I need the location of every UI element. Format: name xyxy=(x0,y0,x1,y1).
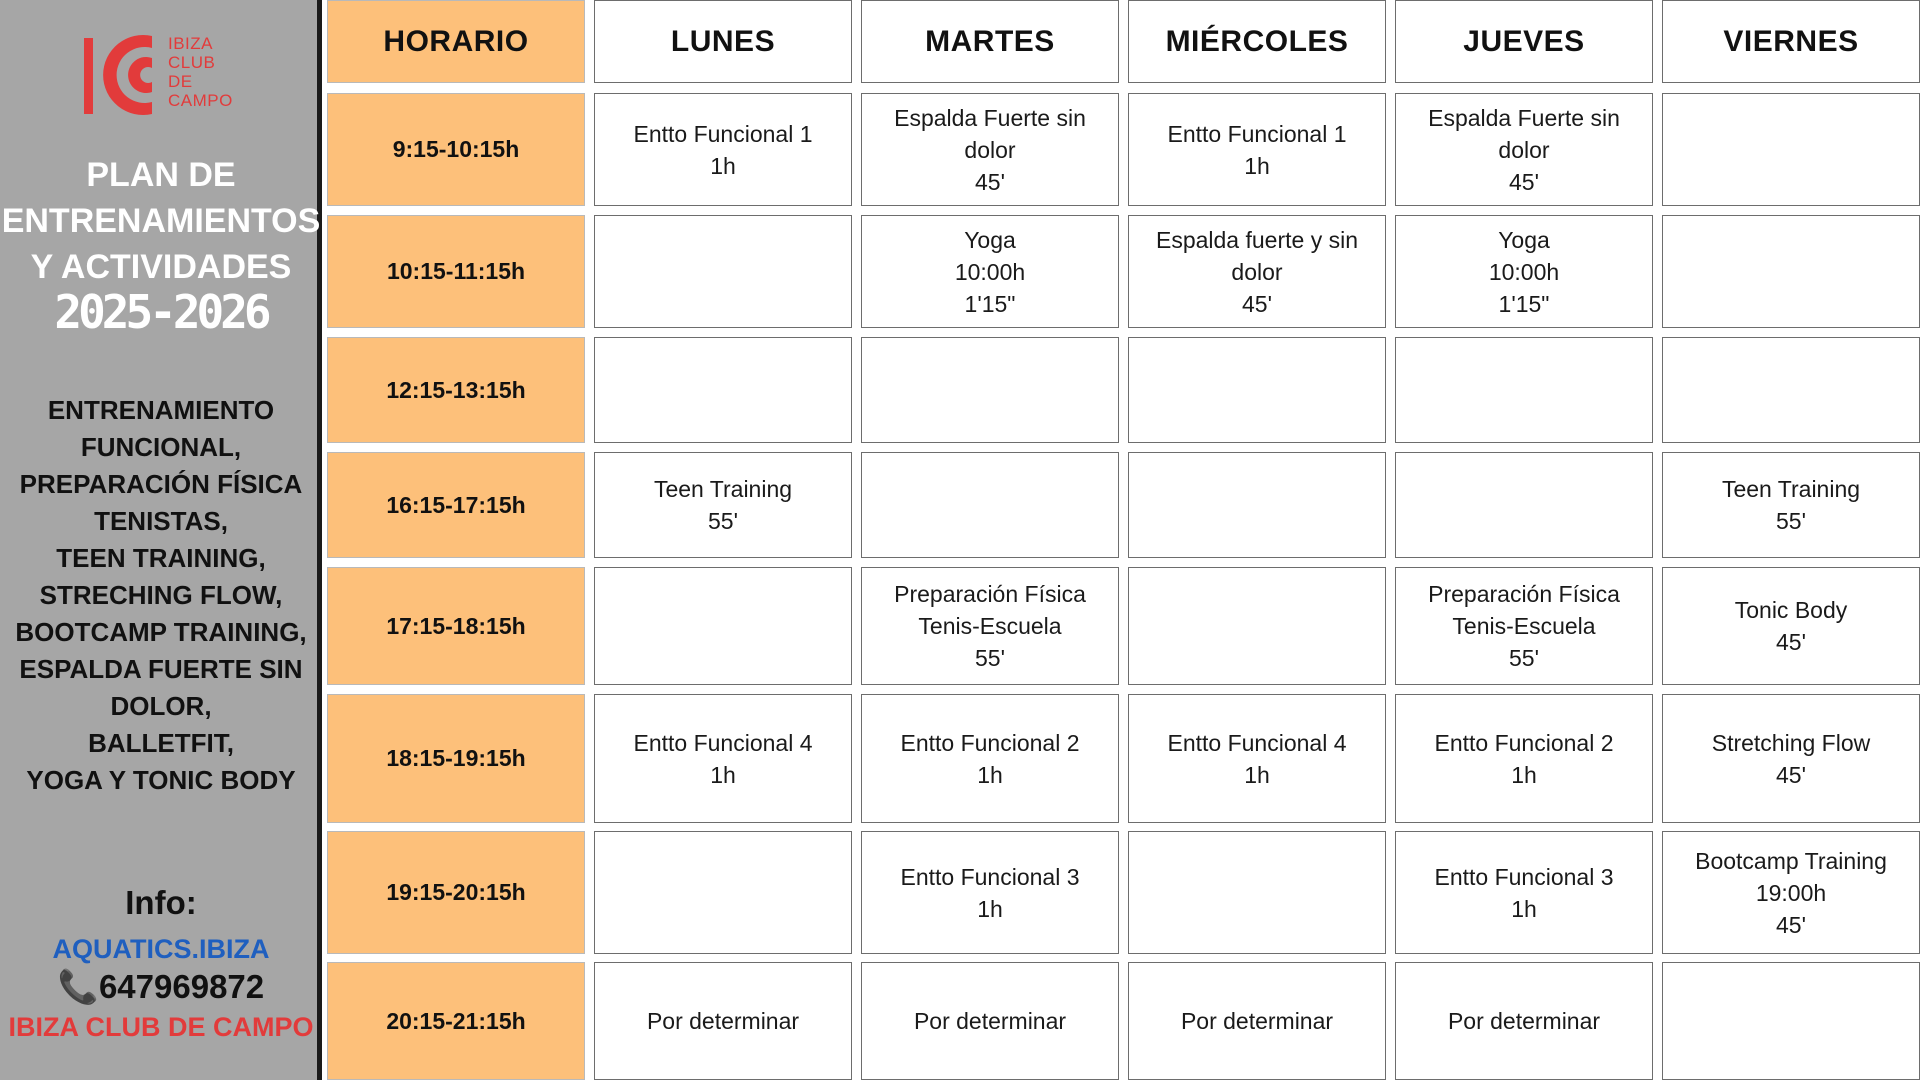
activity-line: 55' xyxy=(1776,508,1806,534)
activity-line: Yoga xyxy=(964,226,1016,253)
logo-line: DE xyxy=(168,72,193,91)
sidebar xyxy=(0,0,322,1080)
activity-line: 10:00h xyxy=(954,258,1026,285)
activity-line: Espalda Fuerte sin xyxy=(894,104,1086,131)
time-slot xyxy=(327,962,585,1080)
info-club-name: IBIZA CLUB DE CAMPO xyxy=(8,1012,314,1042)
activity-line: 45' xyxy=(1776,761,1806,788)
activity-line: 45' xyxy=(1242,290,1272,317)
activity-cell xyxy=(1128,93,1386,206)
activity-line: 1h xyxy=(1511,761,1537,788)
activity-cell xyxy=(1395,831,1653,954)
empty-cell xyxy=(1662,93,1920,206)
activity-line: Espalda fuerte y sin xyxy=(1155,226,1358,253)
activity-line: 1h xyxy=(710,761,736,788)
time-slot xyxy=(327,93,585,206)
activities-line: YOGA Y TONIC BODY xyxy=(26,765,296,795)
activity-cell xyxy=(594,962,852,1080)
header-label: JUEVES xyxy=(1463,24,1585,58)
activity-line: Teen Training xyxy=(653,476,793,502)
empty-cell xyxy=(594,567,852,685)
logo-line: CAMPO xyxy=(168,91,233,110)
header-label: VIERNES xyxy=(1723,24,1859,58)
activity-line: 55' xyxy=(1509,645,1539,671)
time-slot-label: 18:15-19:15h xyxy=(386,745,526,771)
time-slot xyxy=(327,452,585,558)
header-label: HORARIO xyxy=(383,24,529,58)
club-logo xyxy=(82,32,252,122)
empty-cell xyxy=(861,452,1119,558)
header-label: MIÉRCOLES xyxy=(1165,24,1349,58)
header-day xyxy=(594,0,852,83)
activity-line: Espalda Fuerte sin xyxy=(1428,104,1620,131)
activity-cell xyxy=(861,567,1119,685)
plan-title xyxy=(0,152,322,290)
header-day xyxy=(1395,0,1653,83)
empty-cell xyxy=(594,831,852,954)
activities-line: ENTRENAMIENTO xyxy=(47,395,275,425)
activity-line: Por determinar xyxy=(1447,1008,1601,1034)
activity-line: Preparación Física xyxy=(894,581,1086,607)
activity-line: 45' xyxy=(975,168,1005,195)
activity-line: Entto Funcional 4 xyxy=(1167,729,1347,756)
activity-line: Yoga xyxy=(1498,226,1550,253)
activity-line: 1'15" xyxy=(1498,290,1550,317)
activity-cell xyxy=(1395,567,1653,685)
empty-cell xyxy=(1128,831,1386,954)
empty-cell xyxy=(1128,567,1386,685)
activity-cell xyxy=(1128,215,1386,328)
activity-line: 55' xyxy=(975,645,1005,671)
activity-line: Por determinar xyxy=(913,1008,1067,1034)
activity-line: Preparación Física xyxy=(1428,581,1620,607)
activity-cell xyxy=(861,215,1119,328)
time-slot xyxy=(327,215,585,328)
activity-line: dolor xyxy=(1231,258,1283,285)
activities-line: TENISTAS, xyxy=(94,506,228,536)
activity-cell xyxy=(1128,962,1386,1080)
activity-cell xyxy=(594,694,852,823)
empty-cell xyxy=(1128,337,1386,443)
empty-cell xyxy=(1662,215,1920,328)
activity-cell xyxy=(1395,93,1653,206)
time-slot-label: 17:15-18:15h xyxy=(386,612,526,639)
activity-line: 1h xyxy=(1244,761,1270,788)
activity-line: Entto Funcional 4 xyxy=(633,729,813,756)
activity-line: Por determinar xyxy=(646,1008,800,1034)
activity-line: Entto Funcional 1 xyxy=(633,120,813,147)
empty-cell xyxy=(861,337,1119,443)
activities-line: STRECHING FLOW, xyxy=(39,580,283,610)
activity-cell xyxy=(861,93,1119,206)
activity-cell xyxy=(861,962,1119,1080)
activity-line: Entto Funcional 2 xyxy=(1434,729,1614,756)
activity-cell xyxy=(594,452,852,558)
activity-line: 1'15" xyxy=(964,290,1016,317)
activity-line: 45' xyxy=(1776,629,1806,655)
activity-cell xyxy=(1662,831,1920,954)
header-label: MARTES xyxy=(925,24,1055,58)
activities-line: BOOTCAMP TRAINING, xyxy=(15,617,307,647)
empty-cell xyxy=(594,215,852,328)
time-slot-label: 16:15-17:15h xyxy=(386,491,526,518)
time-slot-label: 12:15-13:15h xyxy=(386,376,526,403)
activity-line: Por determinar xyxy=(1180,1008,1334,1034)
activity-line: Tenis-Escuela xyxy=(918,613,1062,639)
club-logo-icon xyxy=(82,32,162,118)
club-logo-wordmark xyxy=(168,34,233,110)
activity-line: Teen Training xyxy=(1721,476,1861,502)
info-label: Info: xyxy=(125,884,197,921)
activity-cell xyxy=(861,694,1119,823)
activity-line: 1h xyxy=(977,761,1003,788)
activities-line: DOLOR, xyxy=(110,691,212,721)
logo-line: IBIZA xyxy=(168,34,214,53)
activity-cell xyxy=(1395,215,1653,328)
activity-line: 1h xyxy=(1244,152,1270,179)
header-horario xyxy=(327,0,585,83)
activity-line: Entto Funcional 3 xyxy=(1434,863,1614,890)
activities-line: PREPARACIÓN FÍSICA xyxy=(19,469,303,499)
empty-cell xyxy=(1395,452,1653,558)
activity-cell xyxy=(1662,694,1920,823)
activity-line: 1h xyxy=(710,152,736,179)
header-day xyxy=(861,0,1119,83)
activity-line: 45' xyxy=(1776,911,1806,938)
header-label: LUNES xyxy=(670,24,776,58)
activity-cell xyxy=(1662,567,1920,685)
activity-line: Entto Funcional 2 xyxy=(900,729,1080,756)
info-phone[interactable]: 📞647969872 xyxy=(57,968,265,1005)
activities-line: ESPALDA FUERTE SIN xyxy=(19,654,303,684)
time-slot-label: 19:15-20:15h xyxy=(386,879,526,905)
time-slot xyxy=(327,831,585,954)
header-day xyxy=(1128,0,1386,83)
activity-line: 1h xyxy=(1511,895,1537,922)
activity-line: dolor xyxy=(964,136,1016,163)
empty-cell xyxy=(1128,452,1386,558)
activity-line: Tonic Body xyxy=(1734,597,1848,623)
activity-line: Entto Funcional 3 xyxy=(900,863,1080,890)
activity-line: 45' xyxy=(1509,168,1539,195)
empty-cell xyxy=(1395,337,1653,443)
time-slot xyxy=(327,694,585,823)
activity-line: Entto Funcional 1 xyxy=(1167,120,1347,147)
activity-cell xyxy=(594,93,852,206)
activity-line: 10:00h xyxy=(1488,258,1560,285)
activity-line: Stretching Flow xyxy=(1711,729,1871,756)
activities-line: TEEN TRAINING, xyxy=(56,543,266,573)
activity-cell xyxy=(1395,962,1653,1080)
plan-title-line: ENTRENAMIENTOS xyxy=(1,202,321,240)
activity-cell xyxy=(1395,694,1653,823)
activity-line: Tenis-Escuela xyxy=(1452,613,1596,639)
activity-cell xyxy=(1662,452,1920,558)
empty-cell xyxy=(1662,337,1920,443)
activity-line: 1h xyxy=(977,895,1003,922)
activities-line: BALLETFIT, xyxy=(88,728,234,758)
activity-line: 55' xyxy=(708,508,738,534)
empty-cell xyxy=(1662,962,1920,1080)
plan-title-line: Y ACTIVIDADES xyxy=(30,248,292,286)
empty-cell xyxy=(594,337,852,443)
plan-year: 2025-2026 xyxy=(54,285,268,339)
logo-line: CLUB xyxy=(168,53,216,72)
time-slot xyxy=(327,337,585,443)
time-slot xyxy=(327,567,585,685)
time-slot-label: 20:15-21:15h xyxy=(386,1007,526,1034)
activity-line: dolor xyxy=(1498,136,1550,163)
time-slot-label: 10:15-11:15h xyxy=(386,258,526,284)
time-slot-label: 9:15-10:15h xyxy=(392,136,520,162)
plan-title-line: PLAN DE xyxy=(86,156,236,194)
activity-line: Bootcamp Training xyxy=(1695,847,1887,874)
activity-line: 19:00h xyxy=(1755,879,1827,906)
activity-cell xyxy=(1128,694,1386,823)
activities-list xyxy=(0,392,322,799)
info-website-link[interactable]: AQUATICS.IBIZA xyxy=(52,934,270,964)
header-day xyxy=(1662,0,1920,83)
activities-line: FUNCIONAL, xyxy=(80,432,242,462)
activity-cell xyxy=(861,831,1119,954)
